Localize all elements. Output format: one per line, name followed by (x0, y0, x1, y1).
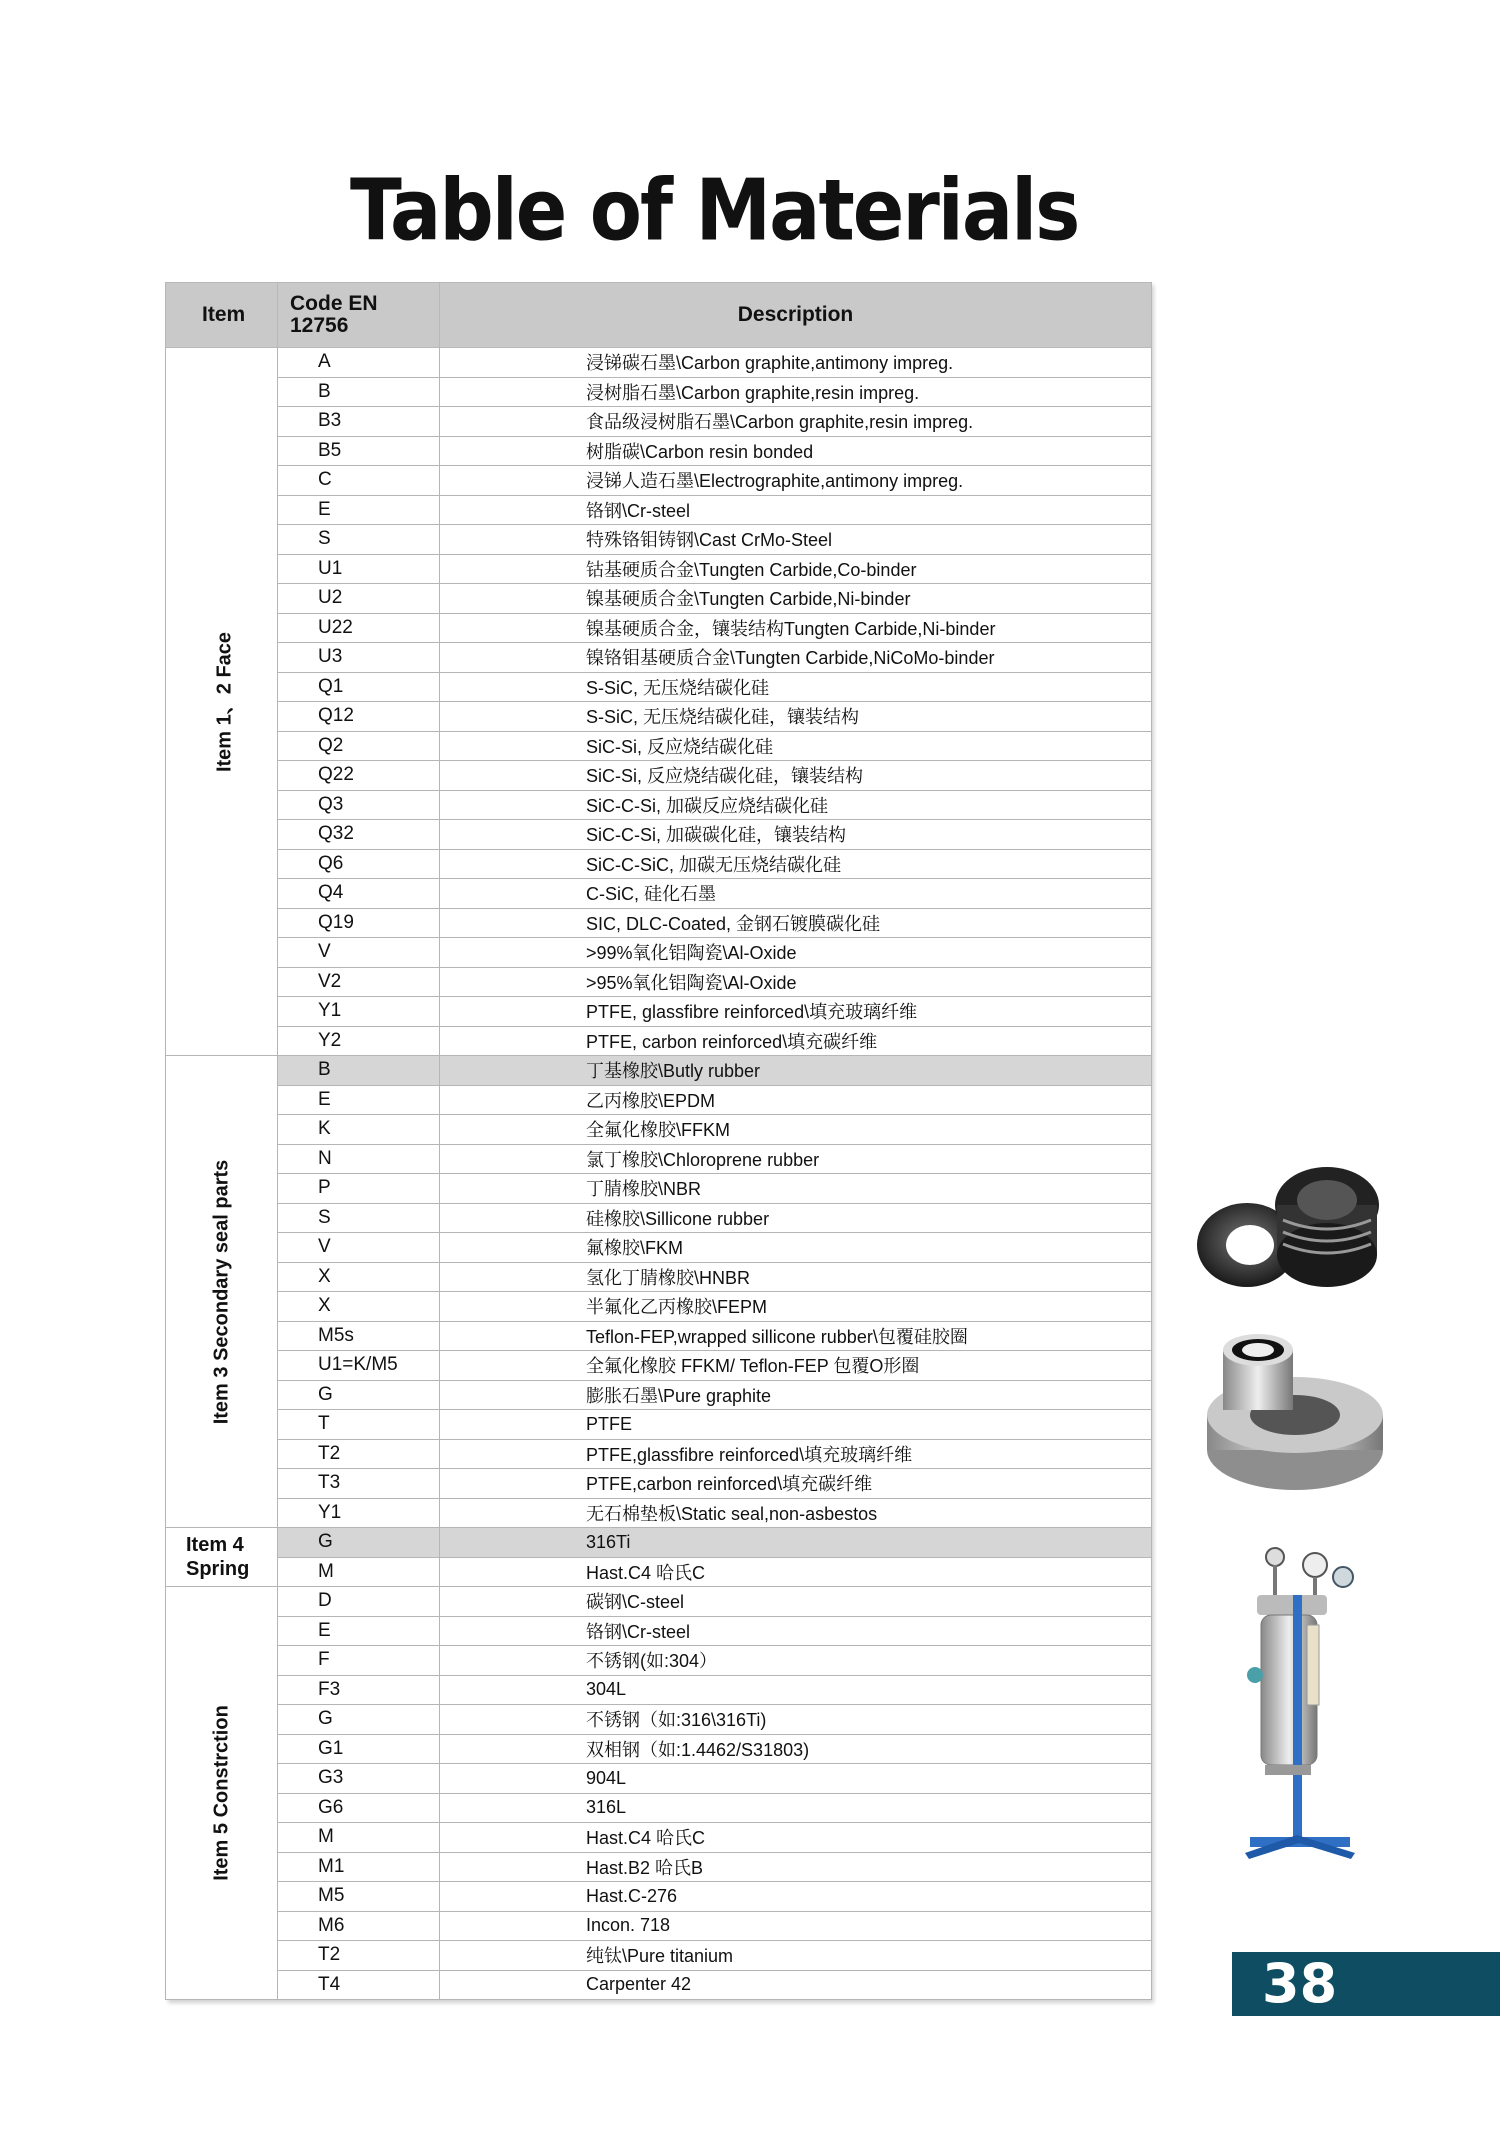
table-row (166, 967, 1152, 997)
description-cell: SiC-Si, 反应烧结碳化硅 (440, 731, 1152, 761)
table-row (166, 466, 1152, 496)
description-cell: 浸锑人造石墨\Electrographite,antimony impreg. (440, 466, 1152, 496)
table-row (166, 643, 1152, 673)
table-row (166, 1852, 1152, 1882)
table-row (166, 495, 1152, 525)
table-row (166, 1675, 1152, 1705)
table-row (166, 1085, 1152, 1115)
group-label-cell (166, 1587, 278, 2000)
table-row (166, 1616, 1152, 1646)
description-cell: 镍基硬质合金\Tungten Carbide,Ni-binder (440, 584, 1152, 614)
table-row (166, 1351, 1152, 1381)
table-row (166, 1321, 1152, 1351)
description-cell: 钴基硬质合金\Tungten Carbide,Co-binder (440, 554, 1152, 584)
table-row (166, 1528, 1152, 1558)
code-cell: Y2 (278, 1026, 440, 1056)
table-row (166, 938, 1152, 968)
seal-product-images (1195, 1160, 1395, 1880)
description-cell: Hast.C4 哈氏C (440, 1823, 1152, 1853)
code-cell: M (278, 1823, 440, 1853)
code-cell: X (278, 1292, 440, 1322)
code-cell: F3 (278, 1675, 440, 1705)
code-cell: D (278, 1587, 440, 1617)
pressure-vessel-stand-icon (1245, 1548, 1355, 1859)
description-cell: 镍基硬质合金，镶装结构Tungten Carbide,Ni-binder (440, 613, 1152, 643)
code-cell: B5 (278, 436, 440, 466)
code-cell: B (278, 377, 440, 407)
description-cell: 双相钢（如:1.4462/S31803) (440, 1734, 1152, 1764)
table-row (166, 1380, 1152, 1410)
table-row (166, 790, 1152, 820)
table-row (166, 1439, 1152, 1469)
table-row (166, 1262, 1152, 1292)
description-cell: 氟橡胶\FKM (440, 1233, 1152, 1263)
code-cell: G (278, 1705, 440, 1735)
code-cell: Q19 (278, 908, 440, 938)
code-cell: G (278, 1528, 440, 1558)
description-cell: 全氟化橡胶\FFKM (440, 1115, 1152, 1145)
code-cell: G1 (278, 1734, 440, 1764)
code-cell: V (278, 938, 440, 968)
description-cell: 丁基橡胶\Butly rubber (440, 1056, 1152, 1086)
description-cell: 乙丙橡胶\EPDM (440, 1085, 1152, 1115)
description-cell: SiC-Si, 反应烧结碳化硅，镶装结构 (440, 761, 1152, 791)
description-cell: 特殊铬钼铸钢\Cast CrMo-Steel (440, 525, 1152, 555)
table-row (166, 1410, 1152, 1440)
code-cell: G (278, 1380, 440, 1410)
description-cell: SiC-C-Si, 加碳反应烧结碳化硅 (440, 790, 1152, 820)
code-cell: C (278, 466, 440, 496)
code-cell: Q22 (278, 761, 440, 791)
table-row (166, 613, 1152, 643)
description-cell: 浸锑碳石墨\Carbon graphite,antimony impreg. (440, 348, 1152, 378)
code-cell: K (278, 1115, 440, 1145)
description-cell: PTFE, carbon reinforced\填充碳纤维 (440, 1026, 1152, 1056)
description-cell: 丁腈橡胶\NBR (440, 1174, 1152, 1204)
code-cell: Q3 (278, 790, 440, 820)
code-cell: Q1 (278, 672, 440, 702)
description-cell: 氯丁橡胶\Chloroprene rubber (440, 1144, 1152, 1174)
table-row (166, 1557, 1152, 1587)
table-body (166, 348, 1152, 2000)
code-cell: M5 (278, 1882, 440, 1912)
code-cell: T2 (278, 1941, 440, 1971)
table-row (166, 672, 1152, 702)
table-row (166, 997, 1152, 1027)
table-row (166, 1970, 1152, 2000)
description-cell: >99%氧化铝陶瓷\Al-Oxide (440, 938, 1152, 968)
group-label-cell (166, 348, 278, 1056)
code-cell: E (278, 1085, 440, 1115)
product-photos (1195, 1160, 1395, 1885)
description-cell: 不锈钢(如:304） (440, 1646, 1152, 1676)
code-cell: M1 (278, 1852, 440, 1882)
table-row (166, 1882, 1152, 1912)
code-cell: U1 (278, 554, 440, 584)
table-row (166, 761, 1152, 791)
table-row (166, 1911, 1152, 1941)
table-row (166, 436, 1152, 466)
code-cell: T4 (278, 1970, 440, 2000)
description-cell: 316Ti (440, 1528, 1152, 1558)
description-cell: 无石棉垫板\Static seal,non-asbestos (440, 1498, 1152, 1528)
code-cell: P (278, 1174, 440, 1204)
table-row (166, 1823, 1152, 1853)
code-cell: Q12 (278, 702, 440, 732)
table-row (166, 731, 1152, 761)
code-cell: S (278, 1203, 440, 1233)
description-cell: 316L (440, 1793, 1152, 1823)
table-row (166, 1056, 1152, 1086)
code-cell: B3 (278, 407, 440, 437)
code-cell: U2 (278, 584, 440, 614)
description-cell: Carpenter 42 (440, 1970, 1152, 2000)
description-cell: PTFE,glassfibre reinforced\填充玻璃纤维 (440, 1439, 1152, 1469)
code-cell: Y1 (278, 1498, 440, 1528)
code-cell: T3 (278, 1469, 440, 1499)
description-cell: 半氟化乙丙橡胶\FEPM (440, 1292, 1152, 1322)
group-label-cell (166, 1056, 278, 1528)
description-cell: S-SiC, 无压烧结碳化硅，镶装结构 (440, 702, 1152, 732)
description-cell: 浸树脂石墨\Carbon graphite,resin impreg. (440, 377, 1152, 407)
table-row (166, 554, 1152, 584)
table-row (166, 1498, 1152, 1528)
description-cell: C-SiC, 硅化石墨 (440, 879, 1152, 909)
description-cell: 氢化丁腈橡胶\HNBR (440, 1262, 1152, 1292)
table-row (166, 1764, 1152, 1794)
code-cell: M6 (278, 1911, 440, 1941)
code-cell: Q6 (278, 849, 440, 879)
header-description: Description (440, 283, 1152, 348)
table-row (166, 1941, 1152, 1971)
description-cell: 铬钢\Cr-steel (440, 495, 1152, 525)
description-cell: 全氟化橡胶 FFKM/ Teflon-FEP 包覆O形圈 (440, 1351, 1152, 1381)
header-code: Code EN 12756 (278, 283, 440, 348)
description-cell: SiC-C-Si, 加碳碳化硅，镶装结构 (440, 820, 1152, 850)
table-row (166, 1026, 1152, 1056)
materials-table (165, 282, 1151, 2000)
code-cell: U3 (278, 643, 440, 673)
description-cell: SiC-C-SiC, 加碳无压烧结碳化硅 (440, 849, 1152, 879)
code-cell: U1=K/M5 (278, 1351, 440, 1381)
description-cell: Teflon-FEP,wrapped sillicone rubber\包覆硅胶圈 (440, 1321, 1152, 1351)
table-row (166, 407, 1152, 437)
group-label: Item 3 Secondary seal parts (210, 1159, 232, 1424)
table-row (166, 1203, 1152, 1233)
description-cell: 碳钢\C-steel (440, 1587, 1152, 1617)
description-cell: 镍铬钼基硬质合金\Tungten Carbide,NiCoMo-binder (440, 643, 1152, 673)
description-cell: Hast.C-276 (440, 1882, 1152, 1912)
table-row (166, 377, 1152, 407)
table-row (166, 1793, 1152, 1823)
description-cell: 硅橡胶\Sillicone rubber (440, 1203, 1152, 1233)
group-label: Item 1、2 Face (213, 631, 235, 772)
metal-cartridge-seal-icon (1207, 1334, 1383, 1490)
code-cell: U22 (278, 613, 440, 643)
code-cell: X (278, 1262, 440, 1292)
table-row (166, 1705, 1152, 1735)
page-title: Table of Materials (350, 160, 1079, 260)
code-cell: Q2 (278, 731, 440, 761)
table-row (166, 879, 1152, 909)
code-cell: M (278, 1557, 440, 1587)
table-row (166, 1292, 1152, 1322)
code-cell: V2 (278, 967, 440, 997)
code-cell: S (278, 525, 440, 555)
description-cell: >95%氧化铝陶瓷\Al-Oxide (440, 967, 1152, 997)
description-cell: 食品级浸树脂石墨\Carbon graphite,resin impreg. (440, 407, 1152, 437)
table-row (166, 849, 1152, 879)
table-row (166, 1587, 1152, 1617)
code-cell: A (278, 348, 440, 378)
table-row (166, 1144, 1152, 1174)
table-row (166, 1646, 1152, 1676)
description-cell: SIC, DLC-Coated, 金钢石镀膜碳化硅 (440, 908, 1152, 938)
code-cell: B (278, 1056, 440, 1086)
description-cell: 膨胀石墨\Pure graphite (440, 1380, 1152, 1410)
table-row (166, 1734, 1152, 1764)
page-number-badge: 38 (1232, 1952, 1500, 2016)
code-cell: Q32 (278, 820, 440, 850)
table-row (166, 702, 1152, 732)
description-cell: 铬钢\Cr-steel (440, 1616, 1152, 1646)
table-row (166, 1469, 1152, 1499)
group-label: Item 4 Spring (186, 1534, 250, 1580)
code-cell: T2 (278, 1439, 440, 1469)
description-cell: Incon. 718 (440, 1911, 1152, 1941)
code-cell: N (278, 1144, 440, 1174)
code-cell: V (278, 1233, 440, 1263)
table-row (166, 348, 1152, 378)
table-row (166, 1115, 1152, 1145)
table-row (166, 1174, 1152, 1204)
description-cell: 树脂碳\Carbon resin bonded (440, 436, 1152, 466)
description-cell: 不锈钢（如:316\316Ti) (440, 1705, 1152, 1735)
group-label: Item 5 Constrction (210, 1705, 232, 1881)
description-cell: 304L (440, 1675, 1152, 1705)
code-cell: F (278, 1646, 440, 1676)
group-label-cell (166, 1528, 278, 1587)
table-row (166, 1233, 1152, 1263)
description-cell: Hast.B2 哈氏B (440, 1852, 1152, 1882)
code-cell: T (278, 1410, 440, 1440)
code-cell: Y1 (278, 997, 440, 1027)
description-cell: 904L (440, 1764, 1152, 1794)
table-row (166, 525, 1152, 555)
code-cell: E (278, 1616, 440, 1646)
code-cell: G6 (278, 1793, 440, 1823)
table-header-row (166, 283, 1152, 348)
description-cell: S-SiC, 无压烧结碳化硅 (440, 672, 1152, 702)
rubber-bellows-seal-icon (1197, 1167, 1379, 1287)
description-cell: 纯钛\Pure titanium (440, 1941, 1152, 1971)
code-cell: E (278, 495, 440, 525)
code-cell: M5s (278, 1321, 440, 1351)
description-cell: PTFE, glassfibre reinforced\填充玻璃纤维 (440, 997, 1152, 1027)
header-item: Item (166, 283, 278, 348)
description-cell: Hast.C4 哈氏C (440, 1557, 1152, 1587)
table-row (166, 820, 1152, 850)
code-cell: G3 (278, 1764, 440, 1794)
table-row (166, 908, 1152, 938)
table-row (166, 584, 1152, 614)
description-cell: PTFE (440, 1410, 1152, 1440)
code-cell: Q4 (278, 879, 440, 909)
description-cell: PTFE,carbon reinforced\填充碳纤维 (440, 1469, 1152, 1499)
